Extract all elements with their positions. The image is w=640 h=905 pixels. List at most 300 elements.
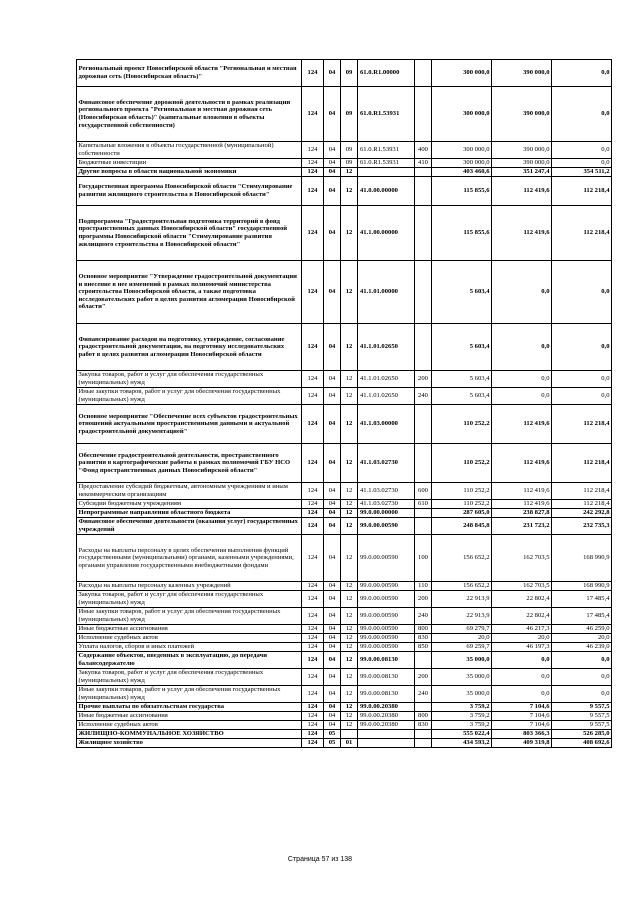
amount-year3: 408 692,6 xyxy=(552,739,612,748)
amount-year3: 0,0 xyxy=(552,388,612,405)
amount-year3: 112 218,4 xyxy=(552,444,612,483)
target-article-code: 41.1.00.00000 xyxy=(358,206,415,261)
section-code: 04 xyxy=(324,625,341,634)
amount-year1: 300 000,0 xyxy=(432,142,492,159)
target-article-code: 99.0.00.00590 xyxy=(358,625,415,634)
amount-year3: 9 557,5 xyxy=(552,703,612,712)
row-name: Обеспечение градостроительной деятельности, пространственного развития в картографические работы в рамках полномочий ГБУ НСО "Фонд пространственных данных Новосибирской области" xyxy=(77,444,302,483)
row-name: Другие вопросы в области национальной экономики xyxy=(77,168,302,177)
expense-type-code xyxy=(415,518,432,535)
amount-year3: 17 485,4 xyxy=(552,591,612,608)
grbs-code: 124 xyxy=(302,634,324,643)
amount-year1: 248 845,8 xyxy=(432,518,492,535)
amount-year2: 238 827,8 xyxy=(492,509,552,518)
amount-year3: 112 218,4 xyxy=(552,206,612,261)
section-code: 04 xyxy=(324,721,341,730)
grbs-code: 124 xyxy=(302,669,324,686)
row-name: Исполнение судебных актов xyxy=(77,634,302,643)
row-name: Содержание объектов, введенных в эксплуатацию, до передачи балансодержателю xyxy=(77,652,302,669)
amount-year1: 110 252,2 xyxy=(432,405,492,444)
amount-year1: 5 603,4 xyxy=(432,324,492,371)
grbs-code: 124 xyxy=(302,87,324,142)
subsection-code: 12 xyxy=(341,261,358,324)
row-name: Подпрограмма "Градостроительная подготовка территорий в фонд пространственных данных Новосибирской области" государственной программы Новосибирской области "Стимулирование развития жилищного строительства в Новосибирской области" xyxy=(77,206,302,261)
table-row xyxy=(77,405,612,444)
amount-year3: 9 557,5 xyxy=(552,712,612,721)
section-code: 04 xyxy=(324,159,341,168)
amount-year2: 390 000,0 xyxy=(492,87,552,142)
expense-type-code xyxy=(415,739,432,748)
amount-year2: 7 104,6 xyxy=(492,721,552,730)
grbs-code: 124 xyxy=(302,206,324,261)
grbs-code: 124 xyxy=(302,652,324,669)
table-row xyxy=(77,535,612,582)
grbs-code: 124 xyxy=(302,177,324,206)
row-name: Иные закупки товаров, работ и услуг для обеспечения государственных (муниципальных) нужд xyxy=(77,608,302,625)
expense-type-code: 200 xyxy=(415,591,432,608)
expense-type-code xyxy=(415,730,432,739)
amount-year2: 162 703,5 xyxy=(492,535,552,582)
section-code: 04 xyxy=(324,500,341,509)
amount-year2: 0,0 xyxy=(492,388,552,405)
row-name: Государственная программа Новосибирской области "Стимулирование развития жилищного строительства в Новосибирской области" xyxy=(77,177,302,206)
amount-year3: 112 218,4 xyxy=(552,483,612,500)
amount-year1: 69 279,7 xyxy=(432,625,492,634)
subsection-code: 12 xyxy=(341,483,358,500)
amount-year3: 112 218,4 xyxy=(552,177,612,206)
subsection-code: 12 xyxy=(341,371,358,388)
expense-type-code xyxy=(415,509,432,518)
section-code: 04 xyxy=(324,509,341,518)
expense-type-code xyxy=(415,177,432,206)
amount-year2: 112 419,6 xyxy=(492,177,552,206)
row-name: Иные бюджетные ассигнования xyxy=(77,625,302,634)
expense-type-code xyxy=(415,324,432,371)
target-article-code: 41.0.00.00000 xyxy=(358,177,415,206)
section-code: 04 xyxy=(324,168,341,177)
table-row xyxy=(77,206,612,261)
subsection-code: 12 xyxy=(341,388,358,405)
table-row xyxy=(77,159,612,168)
subsection-code: 12 xyxy=(341,591,358,608)
table-row xyxy=(77,324,612,371)
row-name: Закупка товаров, работ и услуг для обеспечения государственных (муниципальных) нужд xyxy=(77,591,302,608)
target-article-code xyxy=(358,730,415,739)
section-code: 04 xyxy=(324,703,341,712)
amount-year2: 0,0 xyxy=(492,669,552,686)
section-code: 04 xyxy=(324,591,341,608)
table-row xyxy=(77,500,612,509)
subsection-code: 12 xyxy=(341,206,358,261)
amount-year3: 112 218,4 xyxy=(552,405,612,444)
amount-year3: 46 259,0 xyxy=(552,625,612,634)
target-article-code: 61.0.R1.00000 xyxy=(358,60,415,87)
amount-year3: 46 239,0 xyxy=(552,643,612,652)
amount-year3: 0,0 xyxy=(552,324,612,371)
amount-year3: 0,0 xyxy=(552,686,612,703)
expense-type-code: 200 xyxy=(415,371,432,388)
target-article-code: 99.0.00.08130 xyxy=(358,652,415,669)
grbs-code: 124 xyxy=(302,686,324,703)
grbs-code: 124 xyxy=(302,388,324,405)
expense-type-code xyxy=(415,261,432,324)
amount-year2: 112 419,6 xyxy=(492,206,552,261)
grbs-code: 124 xyxy=(302,712,324,721)
expense-type-code: 800 xyxy=(415,625,432,634)
amount-year2: 112 419,6 xyxy=(492,483,552,500)
table-row xyxy=(77,444,612,483)
target-article-code: 99.0.00.00590 xyxy=(358,634,415,643)
expense-type-code xyxy=(415,206,432,261)
section-code: 04 xyxy=(324,643,341,652)
amount-year1: 115 855,6 xyxy=(432,206,492,261)
target-article-code: 99.0.00.08130 xyxy=(358,669,415,686)
grbs-code: 124 xyxy=(302,625,324,634)
subsection-code: 12 xyxy=(341,712,358,721)
row-name: Жилищное хозяйство xyxy=(77,739,302,748)
amount-year1: 35 000,0 xyxy=(432,669,492,686)
table-row xyxy=(77,591,612,608)
subsection-code: 12 xyxy=(341,509,358,518)
subsection-code: 12 xyxy=(341,582,358,591)
expense-type-code xyxy=(415,87,432,142)
table-row xyxy=(77,608,612,625)
grbs-code: 124 xyxy=(302,444,324,483)
table-row xyxy=(77,721,612,730)
section-code: 04 xyxy=(324,60,341,87)
table-row xyxy=(77,371,612,388)
amount-year1: 287 605,0 xyxy=(432,509,492,518)
row-name: Иные закупки товаров, работ и услуг для обеспечения государственных (муниципальных) нужд xyxy=(77,686,302,703)
amount-year2: 162 703,5 xyxy=(492,582,552,591)
subsection-code: 12 xyxy=(341,686,358,703)
section-code: 04 xyxy=(324,686,341,703)
table-row xyxy=(77,739,612,748)
amount-year1: 555 022,4 xyxy=(432,730,492,739)
section-code: 04 xyxy=(324,518,341,535)
target-article-code: 99.0.00.00000 xyxy=(358,509,415,518)
target-article-code: 41.1.01.02650 xyxy=(358,388,415,405)
expense-type-code: 200 xyxy=(415,669,432,686)
amount-year3: 0,0 xyxy=(552,142,612,159)
target-article-code xyxy=(358,168,415,177)
amount-year3: 526 285,0 xyxy=(552,730,612,739)
subsection-code: 01 xyxy=(341,739,358,748)
table-row xyxy=(77,483,612,500)
target-article-code: 41.1.01.00000 xyxy=(358,261,415,324)
section-code: 04 xyxy=(324,324,341,371)
amount-year3: 0,0 xyxy=(552,652,612,669)
amount-year1: 69 259,7 xyxy=(432,643,492,652)
subsection-code: 12 xyxy=(341,643,358,652)
subsection-code xyxy=(341,730,358,739)
row-name: Капитальные вложения в объекты государственной (муниципальной) собственности xyxy=(77,142,302,159)
grbs-code: 124 xyxy=(302,608,324,625)
grbs-code: 124 xyxy=(302,261,324,324)
grbs-code: 124 xyxy=(302,371,324,388)
amount-year2: 231 723,2 xyxy=(492,518,552,535)
target-article-code: 61.0.R1.53931 xyxy=(358,159,415,168)
grbs-code: 124 xyxy=(302,60,324,87)
row-name: Расходы на выплаты персоналу казенных учреждений xyxy=(77,582,302,591)
section-code: 05 xyxy=(324,739,341,748)
table-row xyxy=(77,168,612,177)
subsection-code: 12 xyxy=(341,324,358,371)
target-article-code: 99.0.00.00590 xyxy=(358,608,415,625)
amount-year2: 46 197,3 xyxy=(492,643,552,652)
amount-year2: 0,0 xyxy=(492,324,552,371)
table-row xyxy=(77,582,612,591)
expense-type-code: 830 xyxy=(415,721,432,730)
amount-year1: 300 000,0 xyxy=(432,159,492,168)
target-article-code: 41.1.01.02650 xyxy=(358,371,415,388)
target-article-code: 99.0.00.20380 xyxy=(358,721,415,730)
table-row xyxy=(77,652,612,669)
subsection-code: 12 xyxy=(341,535,358,582)
row-name: Прочие выплаты по обязательствам государства xyxy=(77,703,302,712)
grbs-code: 124 xyxy=(302,500,324,509)
target-article-code: 99.0.00.00590 xyxy=(358,582,415,591)
row-name: Расходы на выплаты персоналу в целях обеспечения выполнения функций государственными (муниципальными) органами, казенными учреждениями, органами управления государственными внебюджетными фондами xyxy=(77,535,302,582)
table-row xyxy=(77,388,612,405)
target-article-code: 99.0.00.00590 xyxy=(358,535,415,582)
target-article-code: 99.0.00.00590 xyxy=(358,591,415,608)
amount-year2: 0,0 xyxy=(492,652,552,669)
subsection-code: 12 xyxy=(341,625,358,634)
amount-year1: 110 252,2 xyxy=(432,444,492,483)
subsection-code: 09 xyxy=(341,142,358,159)
target-article-code: 41.1.03.02730 xyxy=(358,444,415,483)
row-name: Финансовое обеспечение деятельности (оказания услуг) государственных учреждений xyxy=(77,518,302,535)
amount-year2: 46 217,3 xyxy=(492,625,552,634)
subsection-code: 12 xyxy=(341,500,358,509)
target-article-code: 41.1.03.02730 xyxy=(358,500,415,509)
expense-type-code xyxy=(415,652,432,669)
amount-year1: 110 252,2 xyxy=(432,483,492,500)
grbs-code: 124 xyxy=(302,483,324,500)
row-name: Финансовое обеспечение дорожной деятельности в рамках реализации регионального проекта "Региональная и местная дорожная сеть (Новосибирская область)" (капитальные вложения в объекты государственной собственности) xyxy=(77,87,302,142)
amount-year3: 0,0 xyxy=(552,87,612,142)
amount-year2: 7 104,6 xyxy=(492,712,552,721)
table-row xyxy=(77,669,612,686)
amount-year3: 20,0 xyxy=(552,634,612,643)
section-code: 04 xyxy=(324,206,341,261)
target-article-code: 99.0.00.08130 xyxy=(358,686,415,703)
amount-year2: 803 366,3 xyxy=(492,730,552,739)
section-code: 04 xyxy=(324,87,341,142)
target-article-code: 41.1.03.00000 xyxy=(358,405,415,444)
amount-year1: 403 460,6 xyxy=(432,168,492,177)
grbs-code: 124 xyxy=(302,739,324,748)
grbs-code: 124 xyxy=(302,142,324,159)
expense-type-code: 830 xyxy=(415,634,432,643)
subsection-code: 12 xyxy=(341,405,358,444)
section-code: 04 xyxy=(324,405,341,444)
grbs-code: 124 xyxy=(302,405,324,444)
section-code: 04 xyxy=(324,444,341,483)
table-row xyxy=(77,634,612,643)
subsection-code: 12 xyxy=(341,444,358,483)
target-article-code: 41.1.01.02650 xyxy=(358,324,415,371)
amount-year1: 300 000,0 xyxy=(432,87,492,142)
amount-year2: 112 419,6 xyxy=(492,500,552,509)
amount-year3: 354 511,2 xyxy=(552,168,612,177)
row-name: Предоставление субсидий бюджетным, автономным учреждениям и иным некоммерческим организациям xyxy=(77,483,302,500)
row-name: Закупка товаров, работ и услуг для обеспечения государственных (муниципальных) нужд xyxy=(77,669,302,686)
section-code: 04 xyxy=(324,582,341,591)
table-row xyxy=(77,509,612,518)
amount-year2: 0,0 xyxy=(492,686,552,703)
amount-year1: 20,0 xyxy=(432,634,492,643)
row-name: Закупка товаров, работ и услуг для обеспечения государственных (муниципальных) нужд xyxy=(77,371,302,388)
amount-year1: 5 603,4 xyxy=(432,261,492,324)
target-article-code: 61.0.R1.53931 xyxy=(358,142,415,159)
amount-year1: 156 652,2 xyxy=(432,535,492,582)
expense-type-code xyxy=(415,60,432,87)
amount-year3: 0,0 xyxy=(552,159,612,168)
row-name: Бюджетные инвестиции xyxy=(77,159,302,168)
amount-year1: 5 603,4 xyxy=(432,371,492,388)
subsection-code: 12 xyxy=(341,608,358,625)
table-row xyxy=(77,177,612,206)
amount-year1: 22 913,9 xyxy=(432,608,492,625)
expense-type-code xyxy=(415,405,432,444)
row-name: ЖИЛИЩНО-КОММУНАЛЬНОЕ ХОЗЯЙСТВО xyxy=(77,730,302,739)
row-name: Финансирование расходов на подготовку, утверждение, согласование градостроительной документации, на подготовку исследовательских работ в целях развития агломерации Новосибирской области xyxy=(77,324,302,371)
section-code: 04 xyxy=(324,608,341,625)
grbs-code: 124 xyxy=(302,535,324,582)
page-footer: Страница 57 из 138 xyxy=(287,856,353,863)
expense-type-code xyxy=(415,703,432,712)
amount-year1: 300 000,0 xyxy=(432,60,492,87)
grbs-code: 124 xyxy=(302,730,324,739)
amount-year2: 22 802,4 xyxy=(492,591,552,608)
row-name: Субсидии бюджетным учреждениям xyxy=(77,500,302,509)
grbs-code: 124 xyxy=(302,518,324,535)
row-name: Непрограммные направления областного бюджета xyxy=(77,509,302,518)
expense-type-code: 410 xyxy=(415,159,432,168)
expense-type-code xyxy=(415,444,432,483)
amount-year1: 434 593,2 xyxy=(432,739,492,748)
amount-year2: 112 419,6 xyxy=(492,405,552,444)
amount-year1: 5 603,4 xyxy=(432,388,492,405)
section-code: 04 xyxy=(324,261,341,324)
amount-year2: 0,0 xyxy=(492,261,552,324)
amount-year3: 17 485,4 xyxy=(552,608,612,625)
target-article-code: 99.0.00.20380 xyxy=(358,712,415,721)
target-article-code: 99.0.00.00590 xyxy=(358,518,415,535)
expense-type-code: 610 xyxy=(415,500,432,509)
amount-year1: 110 252,2 xyxy=(432,500,492,509)
row-name: Исполнение судебных актов xyxy=(77,721,302,730)
section-code: 04 xyxy=(324,669,341,686)
subsection-code: 09 xyxy=(341,60,358,87)
section-code: 04 xyxy=(324,535,341,582)
expense-type-code: 100 xyxy=(415,535,432,582)
grbs-code: 124 xyxy=(302,721,324,730)
grbs-code: 124 xyxy=(302,591,324,608)
subsection-code: 12 xyxy=(341,721,358,730)
section-code: 04 xyxy=(324,388,341,405)
target-article-code: 99.0.00.20380 xyxy=(358,703,415,712)
amount-year3: 242 292,8 xyxy=(552,509,612,518)
subsection-code: 12 xyxy=(341,168,358,177)
amount-year2: 20,0 xyxy=(492,634,552,643)
expense-type-code: 240 xyxy=(415,686,432,703)
table-row xyxy=(77,712,612,721)
subsection-code: 09 xyxy=(341,87,358,142)
grbs-code: 124 xyxy=(302,509,324,518)
expense-type-code: 240 xyxy=(415,608,432,625)
amount-year3: 0,0 xyxy=(552,669,612,686)
subsection-code: 12 xyxy=(341,669,358,686)
amount-year3: 0,0 xyxy=(552,371,612,388)
subsection-code: 12 xyxy=(341,634,358,643)
expense-type-code: 400 xyxy=(415,142,432,159)
row-name: Основное мероприятие "Утверждение градостроительной документации и внесение в нее изменений в рамках полномочий министерства строительства Новосибирской области, а также подготовка исследовательских работ в целях развития агломерации Новосибирской области" xyxy=(77,261,302,324)
row-name: Иные закупки товаров, работ и услуг для обеспечения государственных (муниципальных) нужд xyxy=(77,388,302,405)
section-code: 04 xyxy=(324,712,341,721)
grbs-code: 124 xyxy=(302,703,324,712)
amount-year3: 168 990,9 xyxy=(552,535,612,582)
table-row xyxy=(77,625,612,634)
amount-year2: 7 104,6 xyxy=(492,703,552,712)
amount-year1: 35 000,0 xyxy=(432,686,492,703)
amount-year2: 390 000,0 xyxy=(492,60,552,87)
subsection-code: 12 xyxy=(341,703,358,712)
section-code: 04 xyxy=(324,634,341,643)
table-row xyxy=(77,703,612,712)
table-row xyxy=(77,643,612,652)
amount-year3: 0,0 xyxy=(552,261,612,324)
target-article-code: 41.1.03.02730 xyxy=(358,483,415,500)
amount-year2: 409 319,8 xyxy=(492,739,552,748)
table-row xyxy=(77,87,612,142)
amount-year1: 115 855,6 xyxy=(432,177,492,206)
amount-year1: 35 000,0 xyxy=(432,652,492,669)
grbs-code: 124 xyxy=(302,582,324,591)
row-name: Иные бюджетные ассигнования xyxy=(77,712,302,721)
amount-year3: 232 735,3 xyxy=(552,518,612,535)
row-name: Региональный проект Новосибирской области "Региональная и местная дорожная сеть (Новосибирская область)" xyxy=(77,60,302,87)
amount-year2: 0,0 xyxy=(492,371,552,388)
amount-year3: 9 557,5 xyxy=(552,721,612,730)
expense-type-code: 850 xyxy=(415,643,432,652)
amount-year2: 22 802,4 xyxy=(492,608,552,625)
section-code: 04 xyxy=(324,371,341,388)
amount-year1: 3 759,2 xyxy=(432,703,492,712)
amount-year3: 0,0 xyxy=(552,60,612,87)
expense-type-code: 240 xyxy=(415,388,432,405)
section-code: 04 xyxy=(324,177,341,206)
amount-year2: 351 247,4 xyxy=(492,168,552,177)
amount-year2: 390 000,0 xyxy=(492,159,552,168)
target-article-code: 61.0.R1.53931 xyxy=(358,87,415,142)
grbs-code: 124 xyxy=(302,168,324,177)
grbs-code: 124 xyxy=(302,159,324,168)
section-code: 05 xyxy=(324,730,341,739)
grbs-code: 124 xyxy=(302,324,324,371)
subsection-code: 09 xyxy=(341,159,358,168)
amount-year1: 3 759,2 xyxy=(432,721,492,730)
target-article-code xyxy=(358,739,415,748)
expense-type-code xyxy=(415,168,432,177)
section-code: 04 xyxy=(324,142,341,159)
expense-type-code: 110 xyxy=(415,582,432,591)
amount-year3: 168 990,9 xyxy=(552,582,612,591)
section-code: 04 xyxy=(324,483,341,500)
amount-year3: 112 218,4 xyxy=(552,500,612,509)
